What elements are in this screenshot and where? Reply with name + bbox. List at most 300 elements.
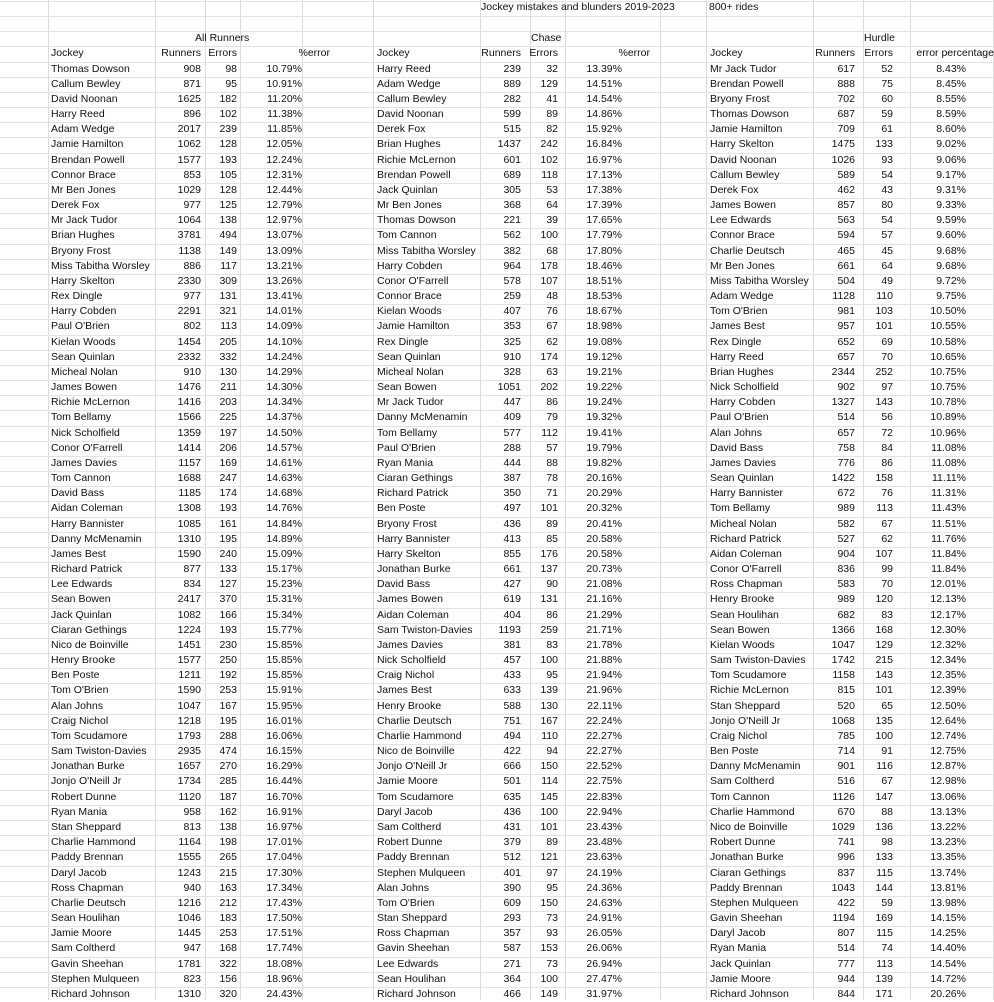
cell-errors[interactable]: 95: [546, 882, 558, 894]
cell-error-pct[interactable]: 12.87%: [930, 760, 966, 772]
cell-jockey[interactable]: Daryl Jacob: [377, 806, 433, 818]
cell-errors[interactable]: 113: [220, 320, 237, 332]
cell-runners[interactable]: 837: [837, 867, 855, 879]
cell-error-pct[interactable]: 14.09%: [266, 320, 302, 332]
cell-runners[interactable]: 305: [503, 184, 521, 196]
cell-errors[interactable]: 98: [225, 63, 237, 75]
cell-jockey[interactable]: Sam Twiston-Davies: [51, 745, 147, 757]
cell-jockey[interactable]: Thomas Dowson: [377, 214, 456, 226]
cell-runners[interactable]: 661: [503, 563, 521, 575]
cell-jockey[interactable]: David Bass: [377, 578, 431, 590]
cell-error-pct[interactable]: 14.84%: [266, 518, 302, 530]
cell-error-pct[interactable]: 21.16%: [586, 593, 622, 605]
cell-error-pct[interactable]: 10.58%: [930, 336, 966, 348]
cell-runners[interactable]: 996: [837, 851, 855, 863]
cell-jockey[interactable]: Henry Brooke: [710, 593, 775, 605]
cell-runners[interactable]: 687: [837, 108, 855, 120]
cell-jockey[interactable]: Richard Patrick: [51, 563, 123, 575]
cell-runners[interactable]: 520: [837, 700, 855, 712]
cell-runners[interactable]: 444: [503, 457, 521, 469]
cell-jockey[interactable]: James Bowen: [51, 381, 117, 393]
cell-runners[interactable]: 1445: [177, 927, 201, 939]
cell-errors[interactable]: 73: [546, 912, 558, 924]
cell-errors[interactable]: 166: [219, 609, 237, 621]
cell-runners[interactable]: 1577: [177, 654, 201, 666]
cell-errors[interactable]: 211: [220, 381, 237, 393]
cell-jockey[interactable]: James Bowen: [710, 199, 776, 211]
cell-runners[interactable]: 293: [503, 912, 521, 924]
cell-errors[interactable]: 80: [881, 199, 893, 211]
cell-jockey[interactable]: Rex Dingle: [710, 336, 762, 348]
cell-runners[interactable]: 1082: [177, 609, 201, 621]
cell-errors[interactable]: 39: [546, 214, 558, 226]
cell-jockey[interactable]: Miss Tabitha Worsley: [377, 245, 476, 257]
cell-error-pct[interactable]: 11.85%: [267, 123, 302, 135]
cell-error-pct[interactable]: 10.55%: [930, 320, 966, 332]
cell-error-pct[interactable]: 11.20%: [267, 93, 302, 105]
cell-error-pct[interactable]: 31.97%: [586, 988, 622, 1000]
cell-error-pct[interactable]: 14.54%: [586, 93, 622, 105]
cell-runners[interactable]: 2935: [177, 745, 201, 757]
cell-runners[interactable]: 1566: [177, 411, 201, 423]
cell-jockey[interactable]: Connor Brace: [51, 169, 116, 181]
section-label[interactable]: All Runners: [195, 32, 250, 44]
cell-error-pct[interactable]: 17.13%: [586, 169, 622, 181]
cell-jockey[interactable]: Paul O'Brien: [710, 411, 769, 423]
cell-jockey[interactable]: Richie McLernon: [377, 154, 456, 166]
cell-error-pct[interactable]: 13.26%: [266, 275, 302, 287]
column-header-jockey[interactable]: Jockey: [710, 47, 743, 59]
cell-runners[interactable]: 1026: [831, 154, 855, 166]
cell-runners[interactable]: 1781: [177, 958, 201, 970]
cell-errors[interactable]: 83: [881, 609, 893, 621]
cell-error-pct[interactable]: 15.17%: [266, 563, 302, 575]
cell-runners[interactable]: 957: [837, 320, 855, 332]
cell-jockey[interactable]: Richard Patrick: [710, 533, 782, 545]
cell-errors[interactable]: 79: [546, 411, 558, 423]
cell-jockey[interactable]: James Davies: [710, 457, 776, 469]
cell-jockey[interactable]: Craig Nichol: [51, 715, 109, 727]
cell-runners[interactable]: 431: [503, 821, 521, 833]
cell-errors[interactable]: 102: [219, 108, 237, 120]
cell-jockey[interactable]: Stan Sheppard: [710, 700, 781, 712]
cell-runners[interactable]: 390: [503, 882, 521, 894]
cell-runners[interactable]: 1422: [831, 472, 855, 484]
cell-jockey[interactable]: Harry Skelton: [710, 138, 774, 150]
cell-runners[interactable]: 666: [503, 760, 521, 772]
cell-jockey[interactable]: Micheal Nolan: [377, 366, 444, 378]
cell-error-pct[interactable]: 9.33%: [936, 199, 966, 211]
cell-jockey[interactable]: Ross Chapman: [51, 882, 124, 894]
cell-error-pct[interactable]: 22.94%: [586, 806, 622, 818]
cell-error-pct[interactable]: 14.29%: [266, 366, 302, 378]
cell-errors[interactable]: 494: [219, 229, 237, 241]
cell-error-pct[interactable]: 14.24%: [266, 351, 302, 363]
cell-runners[interactable]: 989: [837, 502, 855, 514]
cell-runners[interactable]: 1437: [497, 138, 521, 150]
cell-jockey[interactable]: Callum Bewley: [377, 93, 447, 105]
cell-jockey[interactable]: Harry Bannister: [710, 487, 783, 499]
cell-errors[interactable]: 143: [875, 669, 893, 681]
cell-errors[interactable]: 125: [219, 199, 237, 211]
cell-errors[interactable]: 101: [875, 684, 893, 696]
cell-errors[interactable]: 128: [219, 184, 237, 196]
cell-error-pct[interactable]: 12.50%: [930, 700, 966, 712]
cell-jockey[interactable]: Harry Cobden: [377, 260, 443, 272]
cell-errors[interactable]: 128: [219, 138, 237, 150]
cell-error-pct[interactable]: 20.58%: [586, 548, 622, 560]
cell-error-pct[interactable]: 14.51%: [586, 78, 622, 90]
cell-runners[interactable]: 888: [837, 78, 855, 90]
cell-runners[interactable]: 802: [183, 320, 201, 332]
cell-error-pct[interactable]: 10.96%: [930, 427, 966, 439]
cell-errors[interactable]: 116: [876, 760, 893, 772]
cell-runners[interactable]: 288: [503, 442, 521, 454]
cell-runners[interactable]: 1029: [831, 821, 855, 833]
cell-errors[interactable]: 59: [881, 108, 893, 120]
cell-jockey[interactable]: Jamie Hamilton: [377, 320, 450, 332]
cell-runners[interactable]: 714: [837, 745, 855, 757]
cell-errors[interactable]: 117: [220, 260, 237, 272]
cell-runners[interactable]: 465: [837, 245, 855, 257]
cell-errors[interactable]: 43: [881, 184, 893, 196]
cell-jockey[interactable]: Danny McMenamin: [710, 760, 801, 772]
cell-errors[interactable]: 321: [219, 305, 237, 317]
cell-jockey[interactable]: Harry Skelton: [377, 548, 441, 560]
cell-jockey[interactable]: David Bass: [51, 487, 105, 499]
cell-runners[interactable]: 1327: [831, 396, 855, 408]
cell-errors[interactable]: 183: [219, 912, 237, 924]
cell-errors[interactable]: 182: [219, 93, 237, 105]
cell-runners[interactable]: 1138: [178, 245, 201, 257]
cell-error-pct[interactable]: 17.50%: [266, 912, 302, 924]
cell-runners[interactable]: 1451: [177, 639, 201, 651]
cell-errors[interactable]: 65: [881, 700, 893, 712]
cell-runners[interactable]: 401: [503, 867, 521, 879]
cell-jockey[interactable]: Nick Scholfield: [377, 654, 446, 666]
cell-error-pct[interactable]: 13.23%: [930, 836, 966, 848]
cell-jockey[interactable]: Brian Hughes: [51, 229, 115, 241]
cell-jockey[interactable]: Connor Brace: [377, 290, 442, 302]
cell-errors[interactable]: 198: [219, 836, 237, 848]
cell-error-pct[interactable]: 12.05%: [266, 138, 302, 150]
cell-error-pct[interactable]: 22.24%: [586, 715, 622, 727]
cell-runners[interactable]: 578: [503, 275, 521, 287]
cell-runners[interactable]: 609: [503, 897, 521, 909]
cell-errors[interactable]: 178: [540, 260, 558, 272]
cell-jockey[interactable]: Ciaran Gethings: [710, 867, 786, 879]
cell-runners[interactable]: 657: [837, 427, 855, 439]
cell-errors[interactable]: 131: [219, 290, 237, 302]
cell-runners[interactable]: 1688: [177, 472, 201, 484]
cell-errors[interactable]: 101: [540, 821, 558, 833]
cell-error-pct[interactable]: 19.12%: [586, 351, 622, 363]
cell-errors[interactable]: 150: [540, 760, 558, 772]
cell-error-pct[interactable]: 12.97%: [266, 214, 302, 226]
cell-jockey[interactable]: Jonjo O'Neill Jr: [710, 715, 781, 727]
cell-error-pct[interactable]: 13.22%: [930, 821, 966, 833]
cell-error-pct[interactable]: 14.61%: [266, 457, 302, 469]
cell-jockey[interactable]: Aidan Coleman: [377, 609, 449, 621]
cell-runners[interactable]: 404: [503, 609, 521, 621]
cell-jockey[interactable]: Nico de Boinville: [51, 639, 129, 651]
cell-errors[interactable]: 171: [875, 988, 893, 1000]
cell-errors[interactable]: 240: [219, 548, 237, 560]
cell-error-pct[interactable]: 11.11%: [931, 472, 966, 484]
cell-runners[interactable]: 1194: [832, 912, 855, 924]
cell-error-pct[interactable]: 17.74%: [266, 942, 302, 954]
cell-error-pct[interactable]: 14.34%: [266, 396, 302, 408]
cell-jockey[interactable]: Mr Jack Tudor: [377, 396, 444, 408]
cell-jockey[interactable]: Paddy Brennan: [710, 882, 783, 894]
cell-error-pct[interactable]: 22.52%: [586, 760, 622, 772]
cell-errors[interactable]: 68: [546, 245, 558, 257]
cell-jockey[interactable]: Thomas Dowson: [51, 63, 130, 75]
cell-error-pct[interactable]: 16.15%: [266, 745, 302, 757]
cell-runners[interactable]: 353: [503, 320, 521, 332]
cell-errors[interactable]: 127: [219, 578, 237, 590]
cell-errors[interactable]: 162: [219, 806, 237, 818]
cell-jockey[interactable]: Brian Hughes: [377, 138, 441, 150]
cell-jockey[interactable]: Brendan Powell: [710, 78, 784, 90]
cell-errors[interactable]: 332: [219, 351, 237, 363]
cell-runners[interactable]: 633: [503, 684, 521, 696]
cell-jockey[interactable]: Ryan Mania: [710, 942, 767, 954]
cell-error-pct[interactable]: 18.51%: [586, 275, 622, 287]
cell-errors[interactable]: 32: [546, 63, 558, 75]
cell-errors[interactable]: 202: [540, 381, 558, 393]
cell-error-pct[interactable]: 14.10%: [266, 336, 302, 348]
cell-runners[interactable]: 436: [503, 518, 521, 530]
cell-jockey[interactable]: Stephen Mulqueen: [710, 897, 799, 909]
cell-errors[interactable]: 62: [881, 533, 893, 545]
cell-error-pct[interactable]: 21.94%: [586, 669, 622, 681]
cell-errors[interactable]: 247: [219, 472, 237, 484]
cell-runners[interactable]: 1216: [177, 897, 201, 909]
cell-jockey[interactable]: Lee Edwards: [51, 578, 113, 590]
cell-jockey[interactable]: Nick Scholfield: [51, 427, 120, 439]
cell-errors[interactable]: 56: [881, 411, 893, 423]
cell-error-pct[interactable]: 22.83%: [586, 791, 622, 803]
cell-errors[interactable]: 158: [875, 472, 893, 484]
cell-error-pct[interactable]: 11.51%: [931, 518, 966, 530]
cell-jockey[interactable]: Charlie Hammond: [377, 730, 462, 742]
cell-error-pct[interactable]: 13.09%: [266, 245, 302, 257]
cell-errors[interactable]: 54: [881, 169, 893, 181]
cell-runners[interactable]: 896: [183, 108, 201, 120]
cell-jockey[interactable]: Stan Sheppard: [377, 912, 448, 924]
cell-error-pct[interactable]: 9.75%: [936, 290, 966, 302]
cell-jockey[interactable]: Tom Cannon: [377, 229, 437, 241]
cell-runners[interactable]: 466: [503, 988, 521, 1000]
cell-jockey[interactable]: Harry Reed: [51, 108, 105, 120]
cell-runners[interactable]: 583: [837, 578, 855, 590]
cell-jockey[interactable]: Jonjo O'Neill Jr: [377, 760, 448, 772]
cell-runners[interactable]: 776: [837, 457, 855, 469]
cell-errors[interactable]: 85: [546, 533, 558, 545]
cell-jockey[interactable]: Sean Quinlan: [710, 472, 774, 484]
cell-errors[interactable]: 49: [881, 275, 893, 287]
cell-errors[interactable]: 252: [875, 366, 893, 378]
cell-jockey[interactable]: Harry Reed: [710, 351, 764, 363]
cell-errors[interactable]: 150: [540, 897, 558, 909]
cell-errors[interactable]: 187: [219, 791, 237, 803]
cell-error-pct[interactable]: 14.54%: [930, 958, 966, 970]
cell-error-pct[interactable]: 11.38%: [267, 108, 302, 120]
cell-runners[interactable]: 239: [503, 63, 521, 75]
cell-runners[interactable]: 855: [503, 548, 521, 560]
cell-runners[interactable]: 813: [183, 821, 201, 833]
cell-errors[interactable]: 149: [219, 245, 237, 257]
cell-error-pct[interactable]: 20.73%: [586, 563, 622, 575]
cell-error-pct[interactable]: 16.84%: [586, 138, 622, 150]
cell-jockey[interactable]: Mr Ben Jones: [51, 184, 116, 196]
cell-errors[interactable]: 99: [881, 563, 893, 575]
cell-error-pct[interactable]: 14.72%: [930, 973, 966, 985]
cell-jockey[interactable]: Kielan Woods: [710, 639, 775, 651]
cell-errors[interactable]: 288: [219, 730, 237, 742]
cell-errors[interactable]: 45: [881, 245, 893, 257]
cell-runners[interactable]: 2344: [831, 366, 855, 378]
cell-runners[interactable]: 670: [837, 806, 855, 818]
cell-error-pct[interactable]: 14.57%: [266, 442, 302, 454]
cell-errors[interactable]: 93: [546, 927, 558, 939]
cell-errors[interactable]: 101: [540, 502, 558, 514]
cell-errors[interactable]: 67: [546, 320, 558, 332]
cell-errors[interactable]: 76: [546, 305, 558, 317]
cell-jockey[interactable]: Robert Dunne: [51, 791, 117, 803]
cell-error-pct[interactable]: 24.43%: [266, 988, 302, 1000]
cell-error-pct[interactable]: 24.63%: [586, 897, 622, 909]
cell-errors[interactable]: 62: [546, 336, 558, 348]
sheet-note[interactable]: 800+ rides: [709, 1, 759, 13]
cell-jockey[interactable]: Mr Ben Jones: [377, 199, 442, 211]
section-label[interactable]: Chase: [531, 32, 562, 44]
column-header-jockey[interactable]: Jockey: [51, 47, 84, 59]
cell-error-pct[interactable]: 12.30%: [930, 624, 966, 636]
cell-jockey[interactable]: Jamie Moore: [377, 775, 438, 787]
cell-runners[interactable]: 594: [837, 229, 855, 241]
cell-errors[interactable]: 70: [881, 578, 893, 590]
cell-runners[interactable]: 902: [837, 381, 855, 393]
cell-runners[interactable]: 617: [837, 63, 855, 75]
cell-runners[interactable]: 2291: [177, 305, 201, 317]
cell-runners[interactable]: 527: [837, 533, 855, 545]
cell-errors[interactable]: 143: [875, 396, 893, 408]
cell-jockey[interactable]: Stephen Mulqueen: [51, 973, 140, 985]
cell-errors[interactable]: 230: [219, 639, 237, 651]
cell-errors[interactable]: 82: [546, 123, 558, 135]
cell-runners[interactable]: 1085: [177, 518, 201, 530]
cell-errors[interactable]: 130: [219, 366, 237, 378]
cell-runners[interactable]: 1590: [177, 684, 201, 696]
cell-error-pct[interactable]: 9.31%: [936, 184, 966, 196]
cell-error-pct[interactable]: 16.97%: [266, 821, 302, 833]
cell-error-pct[interactable]: 20.26%: [930, 988, 966, 1000]
cell-errors[interactable]: 370: [219, 593, 237, 605]
cell-errors[interactable]: 320: [219, 988, 237, 1000]
cell-errors[interactable]: 48: [546, 290, 558, 302]
cell-runners[interactable]: 409: [503, 411, 521, 423]
cell-jockey[interactable]: Ciaran Gethings: [51, 624, 127, 636]
cell-runners[interactable]: 379: [503, 836, 521, 848]
cell-runners[interactable]: 350: [503, 487, 521, 499]
cell-errors[interactable]: 253: [219, 927, 237, 939]
cell-runners[interactable]: 587: [503, 942, 521, 954]
cell-errors[interactable]: 174: [540, 351, 558, 363]
cell-runners[interactable]: 1046: [177, 912, 201, 924]
cell-jockey[interactable]: Charlie Deutsch: [710, 245, 785, 257]
cell-errors[interactable]: 145: [540, 791, 558, 803]
cell-errors[interactable]: 167: [540, 715, 558, 727]
cell-error-pct[interactable]: 10.75%: [930, 366, 966, 378]
cell-errors[interactable]: 53: [546, 184, 558, 196]
cell-error-pct[interactable]: 8.60%: [936, 123, 966, 135]
cell-jockey[interactable]: Bryony Frost: [710, 93, 770, 105]
cell-error-pct[interactable]: 15.85%: [266, 654, 302, 666]
cell-errors[interactable]: 69: [881, 336, 893, 348]
cell-error-pct[interactable]: 15.09%: [266, 548, 302, 560]
cell-runners[interactable]: 657: [837, 351, 855, 363]
cell-errors[interactable]: 129: [875, 639, 893, 651]
column-header-runners[interactable]: Runners: [481, 47, 521, 59]
cell-jockey[interactable]: Sam Twiston-Davies: [710, 654, 806, 666]
cell-errors[interactable]: 75: [881, 78, 893, 90]
cell-runners[interactable]: 901: [837, 760, 855, 772]
cell-error-pct[interactable]: 19.79%: [586, 442, 622, 454]
cell-jockey[interactable]: Stephen Mulqueen: [377, 867, 466, 879]
cell-jockey[interactable]: Gavin Sheehan: [377, 942, 450, 954]
cell-error-pct[interactable]: 15.91%: [266, 684, 302, 696]
cell-runners[interactable]: 1310: [177, 533, 201, 545]
cell-error-pct[interactable]: 9.06%: [936, 154, 966, 166]
cell-error-pct[interactable]: 13.21%: [266, 260, 302, 272]
cell-error-pct[interactable]: 19.24%: [586, 396, 622, 408]
cell-runners[interactable]: 516: [837, 775, 855, 787]
cell-error-pct[interactable]: 14.15%: [930, 912, 966, 924]
cell-runners[interactable]: 702: [837, 93, 855, 105]
cell-jockey[interactable]: Kielan Woods: [51, 336, 116, 348]
cell-jockey[interactable]: Derek Fox: [51, 199, 100, 211]
cell-error-pct[interactable]: 16.29%: [266, 760, 302, 772]
cell-errors[interactable]: 138: [219, 214, 237, 226]
cell-runners[interactable]: 741: [837, 836, 855, 848]
cell-errors[interactable]: 84: [881, 442, 893, 454]
cell-error-pct[interactable]: 17.51%: [266, 927, 302, 939]
cell-jockey[interactable]: Danny McMenamin: [51, 533, 142, 545]
cell-jockey[interactable]: Jonathan Burke: [51, 760, 125, 772]
cell-jockey[interactable]: Richard Johnson: [710, 988, 789, 1000]
cell-runners[interactable]: 221: [503, 214, 521, 226]
cell-error-pct[interactable]: 20.29%: [586, 487, 622, 499]
cell-errors[interactable]: 91: [881, 745, 893, 757]
cell-jockey[interactable]: Tom O'Brien: [51, 684, 109, 696]
cell-jockey[interactable]: Micheal Nolan: [51, 366, 118, 378]
cell-runners[interactable]: 889: [503, 78, 521, 90]
cell-error-pct[interactable]: 8.55%: [936, 93, 966, 105]
cell-runners[interactable]: 436: [503, 806, 521, 818]
cell-errors[interactable]: 72: [881, 427, 893, 439]
cell-errors[interactable]: 73: [546, 958, 558, 970]
cell-runners[interactable]: 1062: [177, 138, 201, 150]
cell-errors[interactable]: 100: [540, 806, 558, 818]
cell-jockey[interactable]: Sean Houlihan: [377, 973, 446, 985]
cell-errors[interactable]: 176: [540, 548, 558, 560]
cell-errors[interactable]: 215: [875, 654, 893, 666]
cell-errors[interactable]: 168: [875, 624, 893, 636]
cell-runners[interactable]: 407: [503, 305, 521, 317]
cell-error-pct[interactable]: 11.43%: [931, 502, 966, 514]
